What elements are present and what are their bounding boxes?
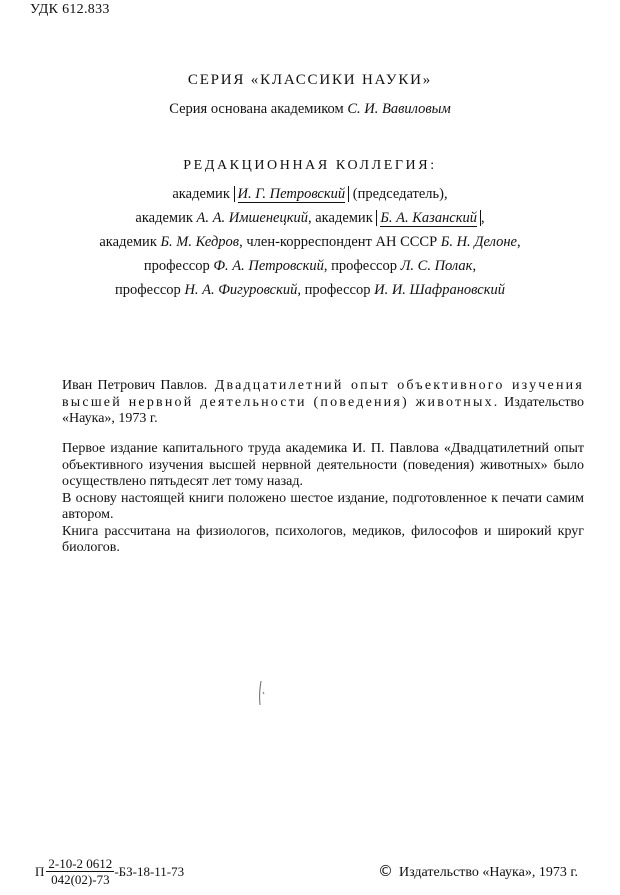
board-l2-prefix: академик: [135, 210, 197, 226]
memorial-box-kazansky: [376, 210, 481, 226]
board-l2-mid: , академик: [308, 210, 377, 226]
series-founded-prefix: Серия основана академиком: [169, 101, 348, 117]
board-l3-mid: , член-корреспондент АН СССР: [239, 234, 441, 250]
board-member-delone: Б. Н. Делоне: [440, 234, 517, 250]
board-line-5: [0, 282, 620, 299]
board-l1-suffix: (председатель),: [349, 186, 448, 202]
biblio-publisher: Издательство «Наука», 1973 г.: [62, 394, 584, 426]
annotation-paragraph-3: Книга рассчитана на физиологов, психологов, медиков, философов и широкий круг биологов.: [62, 523, 584, 555]
board-member-f-petrovsky: Ф. А. Петровский: [213, 258, 324, 274]
udk-code: УДК 612.833: [30, 2, 110, 17]
publication-index: [35, 856, 184, 887]
board-l3-prefix: академик: [99, 234, 161, 250]
board-member-shafranovsky: И. И. Шафрановский: [374, 282, 505, 298]
board-l4-mid: , профессор: [323, 258, 401, 274]
index-denominator: 042(02)-73: [51, 872, 110, 887]
index-numerator: 2-10-2 0612: [48, 856, 113, 871]
board-member-imshenetsky: А. А. Имшенецкий: [196, 210, 308, 226]
stray-pen-mark: [258, 680, 266, 706]
board-l3-suffix: ,: [516, 234, 521, 250]
editorial-board-title: РЕДАКЦИОННАЯ КОЛЛЕГИЯ:: [183, 158, 437, 173]
board-member-petrovsky: И. Г. Петровский: [237, 186, 346, 202]
biblio-author: Иван Петрович Павлов.: [62, 378, 208, 393]
board-l5-mid: , профессор: [297, 282, 375, 298]
series-founder-name: С. И. Вавиловым: [347, 101, 451, 117]
index-suffix: -БЗ-18-11-73: [114, 863, 185, 879]
annotation: [62, 441, 584, 557]
biblio-title: Двадцатилетний опыт объективного изучения высшей нервной деятельности (поведения) животных.: [62, 378, 584, 410]
board-member-polak: Л. С. Полак: [400, 258, 473, 274]
board-line-4: [0, 258, 620, 275]
copyright-notice: [378, 862, 578, 881]
board-member-kazansky: Б. А. Казанский: [380, 210, 477, 226]
board-line-3: [0, 234, 620, 251]
board-l1-prefix: академик: [172, 186, 234, 202]
index-letter: П: [35, 863, 45, 879]
index-fraction: [46, 856, 114, 887]
annotation-paragraph-2: В основу настоящей книги положено шестое издание, подготовленное к печати самим автором.: [62, 490, 584, 522]
series-title: СЕРИЯ «КЛАССИКИ НАУКИ»: [187, 72, 433, 88]
copyright-icon: ©: [378, 862, 393, 880]
memorial-box-petrovsky: [234, 186, 350, 202]
annotation-paragraph-1: Первое издание капитального труда академика И. П. Павлова «Двадцатилетний опыт объективного изучения высшей нервной деятельности (поведения) животных» было осуществлено пятьдесят лет тому назад.: [62, 441, 584, 489]
board-line-1: [0, 186, 620, 203]
board-line-2: [0, 210, 620, 227]
board-l5-prefix: профессор: [114, 282, 185, 298]
copyright-text: Издательство «Наука», 1973 г.: [399, 865, 578, 880]
board-l4-prefix: профессор: [143, 258, 214, 274]
board-l4-suffix: ,: [472, 258, 477, 274]
series-founded: [0, 101, 620, 118]
board-l2-suffix: ,: [480, 210, 485, 226]
bibliographic-description: [62, 378, 584, 428]
board-member-kedrov: Б. М. Кедров: [160, 234, 240, 250]
board-member-figurovsky: Н. А. Фигуровский: [184, 282, 298, 298]
